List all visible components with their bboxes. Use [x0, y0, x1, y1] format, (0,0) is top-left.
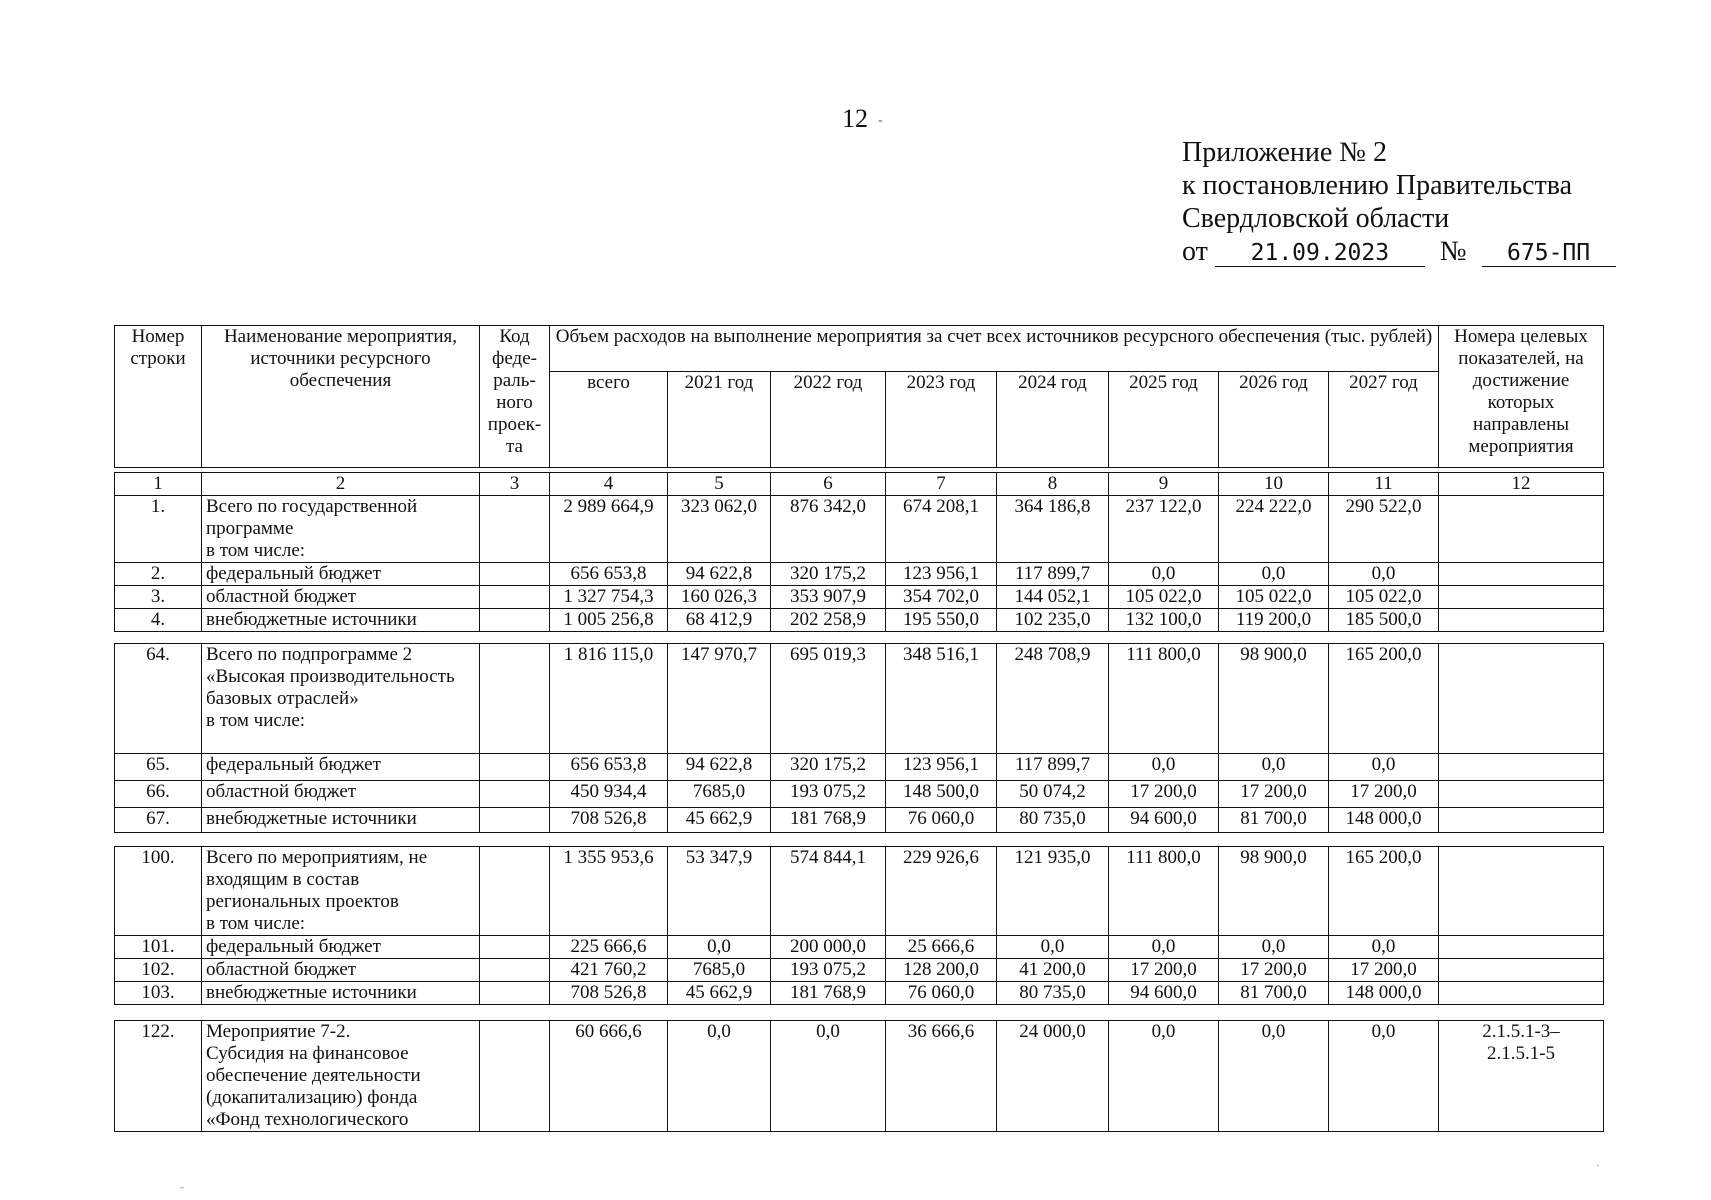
table-row [115, 644, 1604, 754]
item-name: федеральный бюджет [202, 936, 480, 959]
amount-2027: 0,0 [1329, 563, 1439, 586]
amount-2023: 123 956,1 [886, 754, 997, 781]
amount-2023: 128 200,0 [886, 959, 997, 982]
amount-2022: 193 075,2 [771, 781, 886, 808]
header-year: 2021 год [668, 372, 771, 468]
amount-2025: 94 600,0 [1109, 808, 1219, 833]
amount-2023: 229 926,6 [886, 847, 997, 936]
amount-2026: 81 700,0 [1219, 982, 1329, 1005]
scan-mark: - [878, 113, 883, 129]
federal-project-code [480, 781, 550, 808]
amount-2025: 111 800,0 [1109, 644, 1219, 754]
row-number: 2. [115, 563, 202, 586]
amount-2022: 320 175,2 [771, 754, 886, 781]
amount-2027: 185 500,0 [1329, 609, 1439, 632]
amount-2023: 674 208,1 [886, 496, 997, 563]
federal-project-code [480, 959, 550, 982]
table-row [115, 959, 1604, 982]
federal-project-code [480, 754, 550, 781]
amount-2027: 17 200,0 [1329, 781, 1439, 808]
item-name: внебюджетные источники [202, 808, 480, 833]
amount-2026: 17 200,0 [1219, 959, 1329, 982]
amount-2027: 290 522,0 [1329, 496, 1439, 563]
amount-2024: 24 000,0 [997, 1021, 1109, 1132]
amount-2026: 224 222,0 [1219, 496, 1329, 563]
amount-2021: 160 026,3 [668, 586, 771, 609]
item-name: внебюджетные источники [202, 982, 480, 1005]
table-row [115, 609, 1604, 632]
item-name: внебюджетные источники [202, 609, 480, 632]
column-number: 3 [480, 473, 550, 496]
total-amount: 656 653,8 [550, 563, 668, 586]
amount-2021: 323 062,0 [668, 496, 771, 563]
appendix-line-1: Приложение № 2 [1182, 137, 1387, 168]
total-amount: 708 526,8 [550, 808, 668, 833]
amount-2022: 200 000,0 [771, 936, 886, 959]
appendix-line-2: к постановлению Правительства [1182, 170, 1573, 201]
row-number: 122. [115, 1021, 202, 1132]
table-row [115, 586, 1604, 609]
column-number: 4 [550, 473, 668, 496]
header-year: 2022 год [771, 372, 886, 468]
amount-2027: 165 200,0 [1329, 644, 1439, 754]
table-row [115, 781, 1604, 808]
federal-project-code [480, 847, 550, 936]
amount-2022: 193 075,2 [771, 959, 886, 982]
amount-2024: 80 735,0 [997, 982, 1109, 1005]
column-number: 9 [1109, 473, 1219, 496]
amount-2025: 0,0 [1109, 1021, 1219, 1132]
appendix-line-3: Свердловской области [1182, 203, 1450, 234]
federal-project-code [480, 563, 550, 586]
amount-2025: 17 200,0 [1109, 959, 1219, 982]
column-number: 6 [771, 473, 886, 496]
row-number: 1. [115, 496, 202, 563]
amount-2027: 0,0 [1329, 1021, 1439, 1132]
table-row [115, 808, 1604, 833]
amount-2022: 876 342,0 [771, 496, 886, 563]
table-header [114, 325, 1604, 468]
table-row [115, 496, 1604, 563]
target-indicators [1439, 563, 1604, 586]
amount-2024: 121 935,0 [997, 847, 1109, 936]
amount-2027: 148 000,0 [1329, 808, 1439, 833]
amount-2024: 80 735,0 [997, 808, 1109, 833]
target-indicators [1439, 586, 1604, 609]
amount-2024: 50 074,2 [997, 781, 1109, 808]
column-numbers-row [114, 472, 1604, 496]
amount-2023: 76 060,0 [886, 982, 997, 1005]
federal-project-code [480, 644, 550, 754]
column-number: 5 [668, 473, 771, 496]
amount-2021: 68 412,9 [668, 609, 771, 632]
row-number: 65. [115, 754, 202, 781]
column-number: 8 [997, 473, 1109, 496]
amount-2026: 98 900,0 [1219, 847, 1329, 936]
amount-2021: 45 662,9 [668, 808, 771, 833]
amount-2022: 574 844,1 [771, 847, 886, 936]
row-number: 101. [115, 936, 202, 959]
amount-2024: 41 200,0 [997, 959, 1109, 982]
amount-2024: 248 708,9 [997, 644, 1109, 754]
amount-2024: 102 235,0 [997, 609, 1109, 632]
federal-project-code [480, 936, 550, 959]
amount-2025: 17 200,0 [1109, 781, 1219, 808]
amount-2025: 0,0 [1109, 563, 1219, 586]
row-number: 4. [115, 609, 202, 632]
item-name: федеральный бюджет [202, 563, 480, 586]
amount-2025: 94 600,0 [1109, 982, 1219, 1005]
item-name: областной бюджет [202, 586, 480, 609]
block-non-regional-activities [114, 846, 1604, 1005]
column-number: 1 [115, 473, 202, 496]
amount-2027: 0,0 [1329, 936, 1439, 959]
header-total: всего [550, 372, 668, 468]
total-amount: 1 816 115,0 [550, 644, 668, 754]
table-row [115, 1021, 1604, 1132]
amount-2021: 7685,0 [668, 959, 771, 982]
appendix-header [1182, 136, 1616, 268]
target-indicators [1439, 609, 1604, 632]
row-number: 103. [115, 982, 202, 1005]
federal-project-code [480, 586, 550, 609]
amount-2025: 237 122,0 [1109, 496, 1219, 563]
total-amount: 1 005 256,8 [550, 609, 668, 632]
row-number: 64. [115, 644, 202, 754]
federal-project-code [480, 1021, 550, 1132]
total-amount: 1 355 953,6 [550, 847, 668, 936]
federal-project-code [480, 982, 550, 1005]
total-amount: 225 666,6 [550, 936, 668, 959]
row-number: 67. [115, 808, 202, 833]
amount-2021: 45 662,9 [668, 982, 771, 1005]
amount-2024: 144 052,1 [997, 586, 1109, 609]
amount-2024: 117 899,7 [997, 563, 1109, 586]
resolution-date: 21.09.2023 [1215, 240, 1425, 267]
item-name: областной бюджет [202, 959, 480, 982]
amount-2023: 36 666,6 [886, 1021, 997, 1132]
amount-2022: 353 907,9 [771, 586, 886, 609]
page-number-value: 12 [842, 104, 868, 133]
item-name: Мероприятие 7-2. Субсидия на финансовое обеспечение деятельности (докапитализацию) фонда «Фонд технологического [202, 1021, 480, 1132]
amount-2025: 0,0 [1109, 936, 1219, 959]
header-name: Наименование мероприятия, источники ресурсного обеспечения [202, 326, 480, 468]
amount-2021: 7685,0 [668, 781, 771, 808]
table-row [115, 563, 1604, 586]
amount-2026: 0,0 [1219, 754, 1329, 781]
amount-2021: 94 622,8 [668, 563, 771, 586]
header-year: 2023 год [886, 372, 997, 468]
target-indicators [1439, 847, 1604, 936]
column-number: 10 [1219, 473, 1329, 496]
header-year: 2025 год [1109, 372, 1219, 468]
amount-2023: 123 956,1 [886, 563, 997, 586]
target-indicators [1439, 754, 1604, 781]
amount-2026: 0,0 [1219, 563, 1329, 586]
amount-2023: 348 516,1 [886, 644, 997, 754]
item-name: Всего по государственной программе в том числе: [202, 496, 480, 563]
total-amount: 421 760,2 [550, 959, 668, 982]
header-target-indicators: Номера целевых показателей, на достижение которых направлены мероприятия [1439, 326, 1604, 468]
amount-2021: 53 347,9 [668, 847, 771, 936]
amount-2022: 181 768,9 [771, 808, 886, 833]
scan-artifact: ˘ [180, 1184, 184, 1198]
resolution-number: 675-ПП [1482, 240, 1616, 267]
item-name: Всего по мероприятиям, не входящим в состав региональных проектов в том числе: [202, 847, 480, 936]
table-row [115, 754, 1604, 781]
target-indicators [1439, 781, 1604, 808]
total-amount: 1 327 754,3 [550, 586, 668, 609]
amount-2025: 0,0 [1109, 754, 1219, 781]
column-number: 7 [886, 473, 997, 496]
federal-project-code [480, 496, 550, 563]
page-number [842, 104, 883, 134]
amount-2023: 195 550,0 [886, 609, 997, 632]
block-activity-7-2 [114, 1020, 1604, 1132]
amount-2025: 111 800,0 [1109, 847, 1219, 936]
amount-2022: 202 258,9 [771, 609, 886, 632]
header-federal-project-code: Код феде-раль-ного проек-та [480, 326, 550, 468]
amount-2024: 117 899,7 [997, 754, 1109, 781]
amount-2026: 81 700,0 [1219, 808, 1329, 833]
table-row [115, 936, 1604, 959]
number-prefix: № [1439, 236, 1467, 267]
target-indicators [1439, 959, 1604, 982]
row-number: 102. [115, 959, 202, 982]
item-name: Всего по подпрограмме 2 «Высокая производительность базовых отраслей» в том числе: [202, 644, 480, 754]
item-name: федеральный бюджет [202, 754, 480, 781]
amount-2021: 0,0 [668, 1021, 771, 1132]
amount-2022: 181 768,9 [771, 982, 886, 1005]
amount-2022: 0,0 [771, 1021, 886, 1132]
amount-2022: 320 175,2 [771, 563, 886, 586]
total-amount: 60 666,6 [550, 1021, 668, 1132]
amount-2026: 17 200,0 [1219, 781, 1329, 808]
amount-2023: 25 666,6 [886, 936, 997, 959]
table-row [115, 982, 1604, 1005]
total-amount: 450 934,4 [550, 781, 668, 808]
header-year: 2024 год [997, 372, 1109, 468]
column-number: 11 [1329, 473, 1439, 496]
amount-2025: 105 022,0 [1109, 586, 1219, 609]
total-amount: 2 989 664,9 [550, 496, 668, 563]
amount-2027: 0,0 [1329, 754, 1439, 781]
amount-2023: 354 702,0 [886, 586, 997, 609]
column-number: 12 [1439, 473, 1604, 496]
amount-2026: 0,0 [1219, 936, 1329, 959]
amount-2027: 165 200,0 [1329, 847, 1439, 936]
total-amount: 656 653,8 [550, 754, 668, 781]
table-row [115, 847, 1604, 936]
header-row-number: Номер строки [115, 326, 202, 468]
target-indicators [1439, 496, 1604, 563]
federal-project-code [480, 609, 550, 632]
target-indicators [1439, 808, 1604, 833]
amount-2026: 0,0 [1219, 1021, 1329, 1132]
target-indicators [1439, 982, 1604, 1005]
header-year: 2026 год [1219, 372, 1329, 468]
block-subprogram-2 [114, 643, 1604, 833]
target-indicators: 2.1.5.1-3– 2.1.5.1-5 [1439, 1021, 1604, 1132]
amount-2026: 105 022,0 [1219, 586, 1329, 609]
amount-2022: 695 019,3 [771, 644, 886, 754]
amount-2027: 105 022,0 [1329, 586, 1439, 609]
amount-2026: 119 200,0 [1219, 609, 1329, 632]
date-prefix: от [1182, 236, 1208, 267]
amount-2023: 76 060,0 [886, 808, 997, 833]
block-state-program [114, 495, 1604, 632]
amount-2027: 17 200,0 [1329, 959, 1439, 982]
amount-2027: 148 000,0 [1329, 982, 1439, 1005]
row-number: 66. [115, 781, 202, 808]
amount-2023: 148 500,0 [886, 781, 997, 808]
row-number: 3. [115, 586, 202, 609]
amount-2021: 147 970,7 [668, 644, 771, 754]
column-number: 2 [202, 473, 480, 496]
row-number: 100. [115, 847, 202, 936]
header-expenses: Объем расходов на выполнение мероприятия за счет всех источников ресурсного обеспечения (тыс. рублей) [550, 326, 1439, 372]
header-year: 2027 год [1329, 372, 1439, 468]
item-name: областной бюджет [202, 781, 480, 808]
amount-2025: 132 100,0 [1109, 609, 1219, 632]
federal-project-code [480, 808, 550, 833]
appendix-date-line [1182, 235, 1616, 268]
amount-2024: 364 186,8 [997, 496, 1109, 563]
total-amount: 708 526,8 [550, 982, 668, 1005]
amount-2021: 0,0 [668, 936, 771, 959]
scan-artifact: · [1596, 1158, 1600, 1172]
amount-2024: 0,0 [997, 936, 1109, 959]
amount-2021: 94 622,8 [668, 754, 771, 781]
amount-2026: 98 900,0 [1219, 644, 1329, 754]
target-indicators [1439, 936, 1604, 959]
target-indicators [1439, 644, 1604, 754]
